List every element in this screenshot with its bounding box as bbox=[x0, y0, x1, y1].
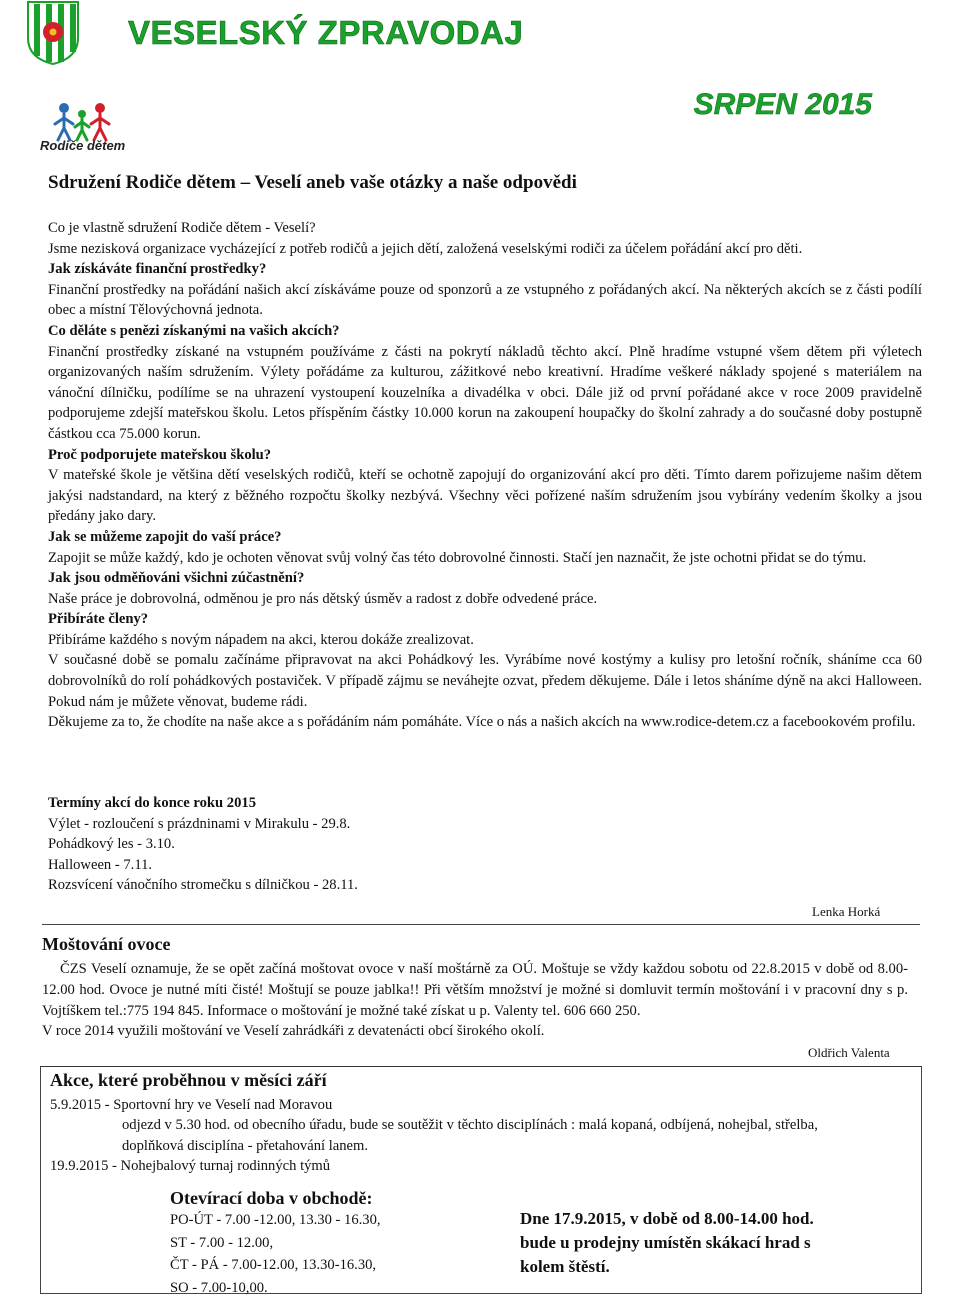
article-paragraph: Přibíráme každého s novým nápadem na akci, kterou dokáže zrealizovat. bbox=[48, 631, 474, 648]
event-item: Pohádkový les - 3.10. bbox=[48, 836, 175, 853]
event-item: Halloween - 7.11. bbox=[48, 856, 153, 873]
article-title: Sdružení Rodiče dětem – Veselí aneb vaše otázky a naše odpovědi bbox=[48, 172, 577, 193]
article-body bbox=[48, 218, 922, 733]
september-event-detail: odjezd v 5.30 hod. od obecního úřadu, bude se soutěžit v těchto disciplínách : malá kopaná, odbíjená, nohejbal, střelba, bbox=[122, 1117, 818, 1134]
september-events-list bbox=[50, 1095, 910, 1177]
mostovani-body bbox=[42, 959, 908, 1042]
september-events-title: Akce, které proběhnou v měsíci září bbox=[50, 1070, 327, 1090]
mostovani-paragraph: ČZS Veselí oznamuje, že se opět začíná moštovat ovoce v naší moštárně za OÚ. Moštuje se vždy každou sobotu od 22.8.2015 v době od 8.00- 12.00 hod. Ovoce je nutné míti čisté! Moštují se pouze jablka!! Při větším množství je možné si domluvit termín moštování i v pracovní dny s p. Vojtíškem tel.:775 194 845. Informace o moštování je možné také získat u p. Valenty tel. 606 660 250. bbox=[42, 961, 908, 1019]
events-heading: Termíny akcí do konce roku 2015 bbox=[48, 795, 256, 811]
event-item: Výlet - rozloučení s prázdninami v Mirakulu - 29.8. bbox=[48, 815, 351, 832]
shop-hours-line: PO-ÚT - 7.00 -12.00, 13.30 - 16.30, bbox=[170, 1212, 381, 1229]
issue-month: SRPEN 2015 bbox=[693, 88, 872, 121]
article-paragraph: Jsme nezisková organizace vycházející z potřeb rodičů a jejich dětí, založená veselskými rodiči za účelem pořádání akcí pro děti. bbox=[48, 240, 803, 257]
shop-hours-line: ČT - PÁ - 7.00-12.00, 13.30-16.30, bbox=[170, 1257, 377, 1274]
article-question: Jak získáváte finanční prostředky? bbox=[48, 261, 267, 278]
shop-hours bbox=[170, 1187, 381, 1299]
article-question: Přibíráte členy? bbox=[48, 611, 149, 628]
rodice-detem-logo-text: Rodiče dětem bbox=[40, 138, 126, 153]
article-paragraph: Naše práce je dobrovolná, odměnou je pro nás dětský úsměv a radost z dobře odvedené práce. bbox=[48, 590, 598, 607]
september-event: 19.9.2015 - Nohejbalový turnaj rodinných týmů bbox=[50, 1158, 331, 1175]
event-item: Rozsvícení vánočního stromečku s dílničkou - 28.11. bbox=[48, 877, 358, 894]
village-crest-logo bbox=[26, 0, 80, 66]
article-question: Proč podporujete mateřskou školu? bbox=[48, 446, 272, 463]
mostovani-signature: Oldřich Valenta bbox=[808, 1045, 890, 1060]
article-paragraph: V současné době se pomalu začínáme připravovat na akci Pohádkový les. Vyrábíme nové kostýmy a kulisy pro letošní ročník, sháníme cca 60 dobrovolníků do rolí pohádkových postaviček. V případě zájmu se neváhejte ozvat, předem děkujeme. Dále i letos sháníme dýně na akci Halloween. Pokud nám je můžete věnovat, budeme rádi. bbox=[48, 652, 922, 710]
article-question: Jak se můžeme zapojit do vaší práce? bbox=[48, 528, 282, 545]
newsletter-masthead: VESELSKÝ ZPRAVODAJ bbox=[128, 14, 524, 51]
section-divider bbox=[42, 924, 920, 925]
september-event-detail: doplňková disciplína - přetahování lanem. bbox=[122, 1137, 368, 1154]
article-paragraph: Finanční prostředky získané na vstupném používáme z části na pokrytí nákladů těchto akcí. Plně hradíme vstupné všem dětem při výletech organizovaných naším sdružením. Výlety pořádáme za kulturou, zážitkové nebo kreativní. Hradíme veškeré náklady spojené s materiálem na vánoční dílničku, podílíme se na uhrazení vystoupení kouzelníka a divadélka v obci. Dále již od první pořádané akce v roce 2009 pravidelně podporujeme zdejší mateřskou školu. Letos příspěním částky 10.000 korun na zakoupení houpačky do školní zahrady a do současné doby postupně částkou cca 75.000 korun. bbox=[48, 343, 922, 442]
mostovani-title: Moštování ovoce bbox=[42, 934, 171, 954]
shop-hours-line: ST - 7.00 - 12.00, bbox=[170, 1234, 274, 1251]
article-signature: Lenka Horká bbox=[812, 904, 881, 919]
article-question: Co děláte s penězi získanými na vašich akcích? bbox=[48, 322, 340, 339]
bouncy-castle-line: Dne 17.9.2015, v době od 8.00-14.00 hod. bbox=[520, 1209, 814, 1228]
bouncy-castle-line: bude u prodejny umístěn skákací hrad s bbox=[520, 1233, 811, 1252]
article-paragraph: Zapojit se může každý, kdo je ochoten věnovat svůj volný čas této dobrovolné činnosti. Stačí jen naznačit, že jste ochotni přidat se do týmu. bbox=[48, 549, 867, 566]
article-paragraph: Děkujeme za to, že chodíte na naše akce a s pořádáním nám pomáháte. Více o nás a našich akcích na www.rodice-detem.cz a facebookovém profilu. bbox=[48, 714, 916, 731]
bouncy-castle-notice bbox=[520, 1207, 890, 1279]
september-event: 5.9.2015 - Sportovní hry ve Veselí nad Moravou bbox=[50, 1097, 333, 1113]
events-list bbox=[48, 793, 648, 896]
bouncy-castle-line: kolem štěstí. bbox=[520, 1257, 610, 1276]
shop-hours-line: SO - 7.00-10,00. bbox=[170, 1279, 268, 1296]
article-paragraph: V mateřské škole je většina dětí veselských rodičů, kteří se ochotně zapojují do organizování akcí pro děti. Tímto darem pořizujeme našim dětem jakýsi nadstandard, na který z běžného rozpočtu školky nezbývá. Všechny věci pořízené naším sdružením jsou vybírány vedením školky a jsou předány jako dary. bbox=[48, 467, 922, 525]
shop-hours-title: Otevírací doba v obchodě: bbox=[170, 1188, 373, 1208]
mostovani-paragraph: V roce 2014 využili moštování ve Veselí zahrádkáři z devatenácti obcí širokého okolí. bbox=[42, 1023, 545, 1040]
article-paragraph: Finanční prostředky na pořádání našich akcí získáváme pouze od sponzorů a ze vstupného z pořádaných akcí. Na některých akcích se z části podílí obec a místní Tělovýchovná jednota. bbox=[48, 281, 922, 319]
article-paragraph: Co je vlastně sdružení Rodiče dětem - Veselí? bbox=[48, 220, 316, 236]
article-question: Jak jsou odměňováni všichni zúčastnění? bbox=[48, 570, 305, 587]
